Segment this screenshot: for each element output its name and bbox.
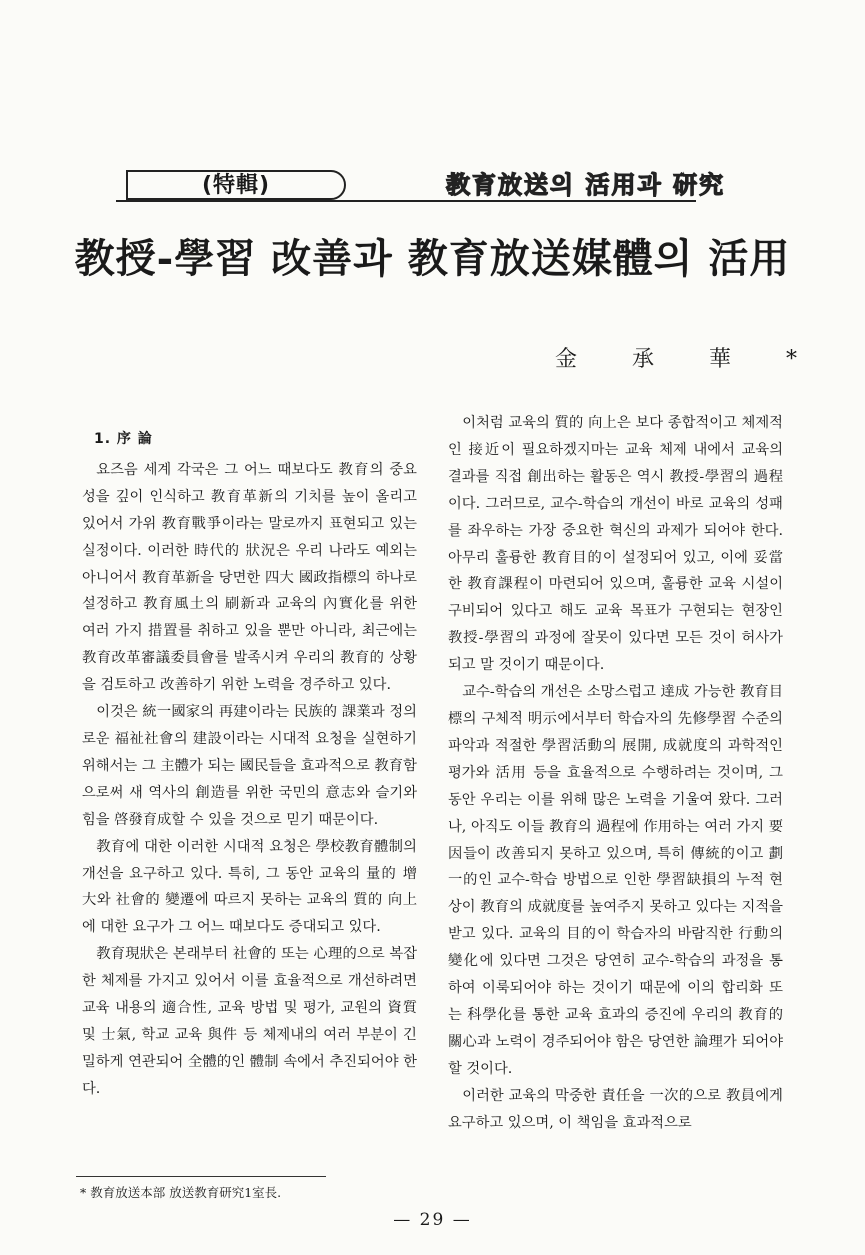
body-paragraph: 요즈음 세계 각국은 그 어느 때보다도 教育의 중요성을 깊이 인식하고 教育革新의 기치를 높이 올리고 있어서 가위 教育戰爭이라는 말로까지 표현되고 있는 실정이다. 이러한 時代的 狀況은 우리 나라도 예외는 아니어서 教育革新을 당면한 四大 國政指標의 하나로 설정하고 教育風土의 刷新과 교육의 內實化를 위한 여러 가지 措置를 취하고 있을 뿐만 아니라, 최근에는 教育改革審議委員會를 발족시켜 우리의 教育的 상황을 검토하고 改善하기 위한 노력을 경주하고 있다. (82, 461, 417, 694)
body-paragraph: 이것은 統一國家의 再建이라는 民族的 課業과 정의로운 福祉社會의 建設이라는 시대적 요청을 실현하기 위해서는 그 主體가 되는 國民들을 효과적으로 教育함으로써 새 역사의 創造를 위한 국민의 意志와 슬기와 힘을 啓發育成할 수 있을 것으로 믿기 때문이다. (82, 704, 417, 828)
body-paragraph: 이처럼 교육의 質的 向上은 보다 종합적이고 체제적인 接近이 필요하겠지마는 교육 체제 내에서 교육의 결과를 직접 創出하는 활동은 역시 教授-學習의 過程이다. 그러므로, 교수-학습의 개선이 바로 교육의 성패를 좌우하는 가장 중요한 혁신의 과제가 되어야 한다. 아무리 훌륭한 教育目的이 설정되어 있고, 이에 妥當한 教育課程이 마련되어 있으며, 훌륭한 교육 시설이 구비되어 있다고 해도 교육 목표가 구현되는 현장인 教授-學習의 과정에 잘못이 있다면 모든 것이 허사가 되고 말 것이기 때문이다. (448, 415, 783, 674)
feature-series-title: 教育放送의 活用과 研究 (446, 171, 726, 199)
body-paragraph: 教育現狀은 본래부터 社會的 또는 心理的으로 복잡한 체제를 가지고 있어서 이를 효율적으로 개선하려면 교육 내용의 適合性, 교육 방법 및 평가, 교원의 資質 및 士氣, 학교 교육 與件 등 체제내의 여러 부분이 긴밀하게 연관되어 全體的인 體制 속에서 추진되어야 한다. (82, 946, 417, 1097)
left-column (82, 410, 417, 1103)
feature-banner (116, 170, 726, 202)
article-title: 教授-學習 改善과 教育放送媒體의 活用 (74, 235, 791, 282)
feature-label: (特輯) (126, 170, 346, 200)
footnote-divider (76, 1176, 326, 1177)
body-paragraph: 교수-학습의 개선은 소망스럽고 達成 가능한 教育目標의 구체적 明示에서부터 학습자의 先修學習 수준의 파악과 적절한 學習活動의 展開, 成就度의 과학적인 평가와 活用 등을 효율적으로 수행하려는 것이며, 그 동안 우리는 이를 위해 많은 노력을 기울여 왔다. 그러나, 아직도 이들 教育의 過程에 作用하는 여러 가지 要因들이 改善되지 못하고 있으며, 특히 傳統的이고 劃一的인 교수-학습 방법으로 인한 學習缺損의 누적 현상이 教育의 成就度를 높여주지 못하고 있다는 지적을 받고 있다. 교육의 目的이 학습자의 바람직한 行動의 變化에 있다면 그것은 당연히 교수-학습의 과정을 통하여 이룩되어야 하는 것이기 때문에 이의 합리화 또는 科學化를 통한 교육 효과의 증진에 우리의 教育的 關心과 노력이 경주되어야 함은 당연한 論理가 되어야 할 것이다. (448, 684, 783, 1077)
body-paragraph: 이러한 교육의 막중한 責任을 一次的으로 教員에게 요구하고 있으며, 이 책임을 효과적으로 (448, 1087, 783, 1131)
page-number: — 29 — (393, 1210, 472, 1230)
right-column (448, 410, 783, 1136)
article-author: 金承華* (555, 347, 853, 372)
section-heading: 1. 序 論 (94, 431, 153, 447)
author-footnote: * 教育放送本部 放送教育研究1室長. (80, 1185, 282, 1200)
body-paragraph: 教育에 대한 이러한 시대적 요청은 學校教育體制의 개선을 요구하고 있다. 특히, 그 동안 교육의 量的 增大와 社會的 變遷에 따르지 못하는 교육의 質的 向上에 대한 요구가 그 어느 때보다도 증대되고 있다. (82, 838, 417, 936)
